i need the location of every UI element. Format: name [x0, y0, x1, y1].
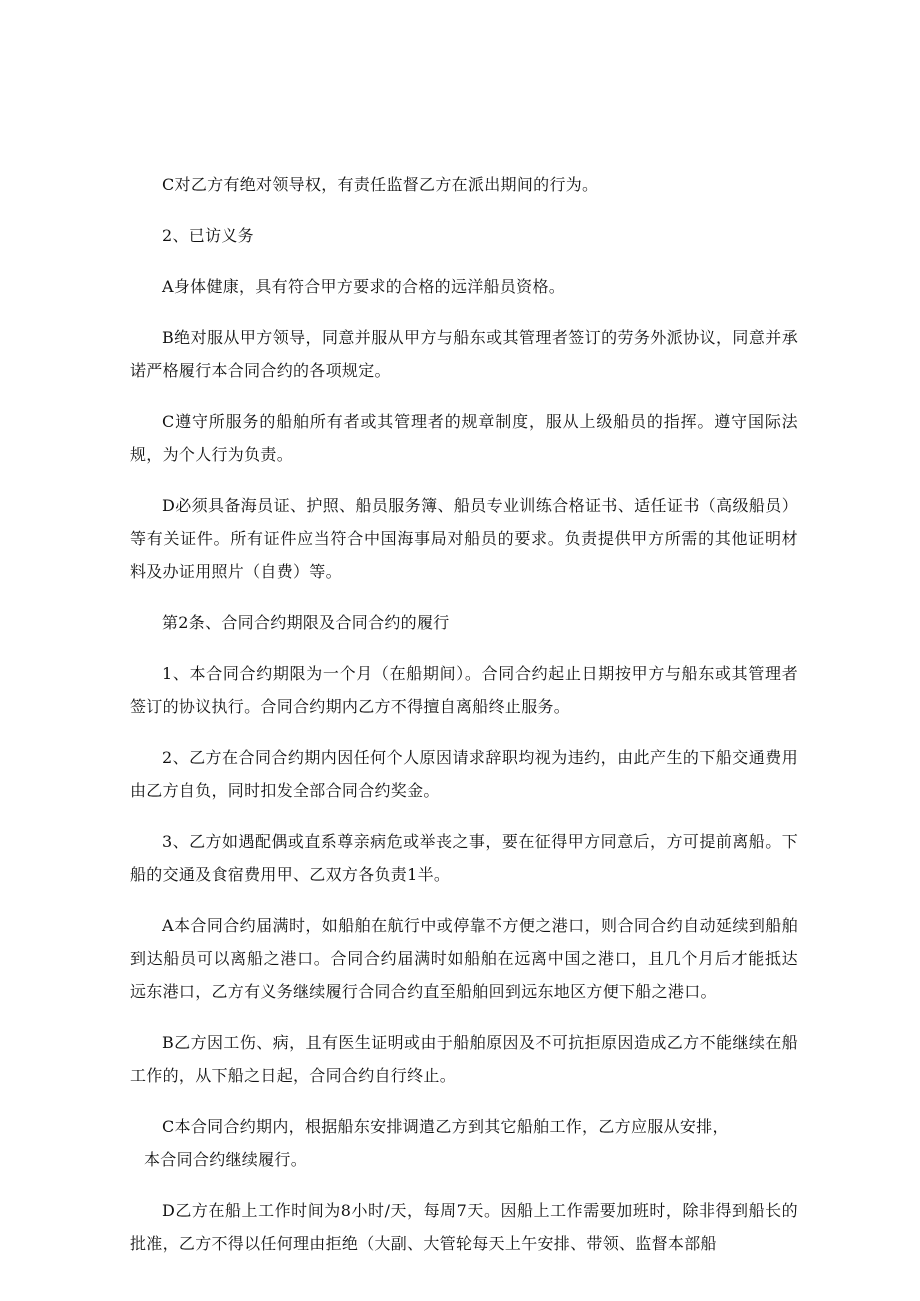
paragraph-d-certificates: D必须具备海员证、护照、船员服务簿、船员专业训练合格证书、适任证书（高级船员）等有关证件。所有证件应当符合中国海事局对船员的要求。负责提供甲方所需的其他证明材料及办证用照片（自费）等。 — [130, 496, 798, 581]
paragraph-c-transfer: C本合同合约期内，根据船东安排调遣乙方到其它船舶工作，乙方应服从安排， — [162, 1117, 729, 1136]
paragraph-b-injury: B乙方因工伤、病，且有医生证明或由于船舶原因及不可抗拒原因造成乙方不能继续在船工作的，从下船之日起，合同合约自行终止。 — [130, 1033, 798, 1085]
paragraph-article-2-heading: 第2条、合同合约期限及合同合约的履行 — [162, 613, 450, 632]
document-body — [130, 168, 798, 1278]
paragraph-c-leadership: C对乙方有绝对领导权，有责任监督乙方在派出期间的行为。 — [162, 175, 599, 194]
paragraph-c-transfer-continued: 本合同合约继续履行。 — [144, 1150, 308, 1169]
paragraph-c-rules: C遵守所服务的船舶所有者或其管理者的规章制度，服从上级船员的指挥。遵守国际法规，为个人行为负责。 — [130, 412, 798, 464]
paragraph-a-health: A身体健康，具有符合甲方要求的合格的远洋船员资格。 — [162, 277, 566, 296]
paragraph-family-emergency: 3、乙方如遇配偶或直系尊亲病危或举丧之事，要在征得甲方同意后，方可提前离船。下船的交通及食宿费用甲、乙双方各负责1半。 — [130, 832, 798, 884]
paragraph-b-obey: B绝对服从甲方领导，同意并服从甲方与船东或其管理者签订的劳务外派协议，同意并承诺严格履行本合同合约的各项规定。 — [130, 328, 798, 380]
paragraph-term: 1、本合同合约期限为一个月（在船期间）。合同合约起止日期按甲方与船东或其管理者签订的协议执行。合同合约期内乙方不得擅自离船终止服务。 — [130, 664, 798, 716]
paragraph-d-working-hours: D乙方在船上工作时间为8小时/天，每周7天。因船上工作需要加班时，除非得到船长的批准，乙方不得以任何理由拒绝（大副、大管轮每天上午安排、带领、监督本部船 — [130, 1201, 798, 1253]
paragraph-resignation: 2、乙方在合同合约期内因任何个人原因请求辞职均视为违约，由此产生的下船交通费用由乙方自负，同时扣发全部合同合约奖金。 — [130, 748, 798, 800]
paragraph-a-expiry: A本合同合约届满时，如船舶在航行中或停靠不方便之港口，则合同合约自动延续到船舶到达船员可以离船之港口。合同合约届满时如船舶在远离中国之港口，且几个月后才能抵达远东港口，乙方有义务继续履行合同合约直至船舶回到远东地区方便下船之港口。 — [130, 916, 798, 1001]
paragraph-obligations-heading: 2、已访义务 — [162, 226, 254, 245]
